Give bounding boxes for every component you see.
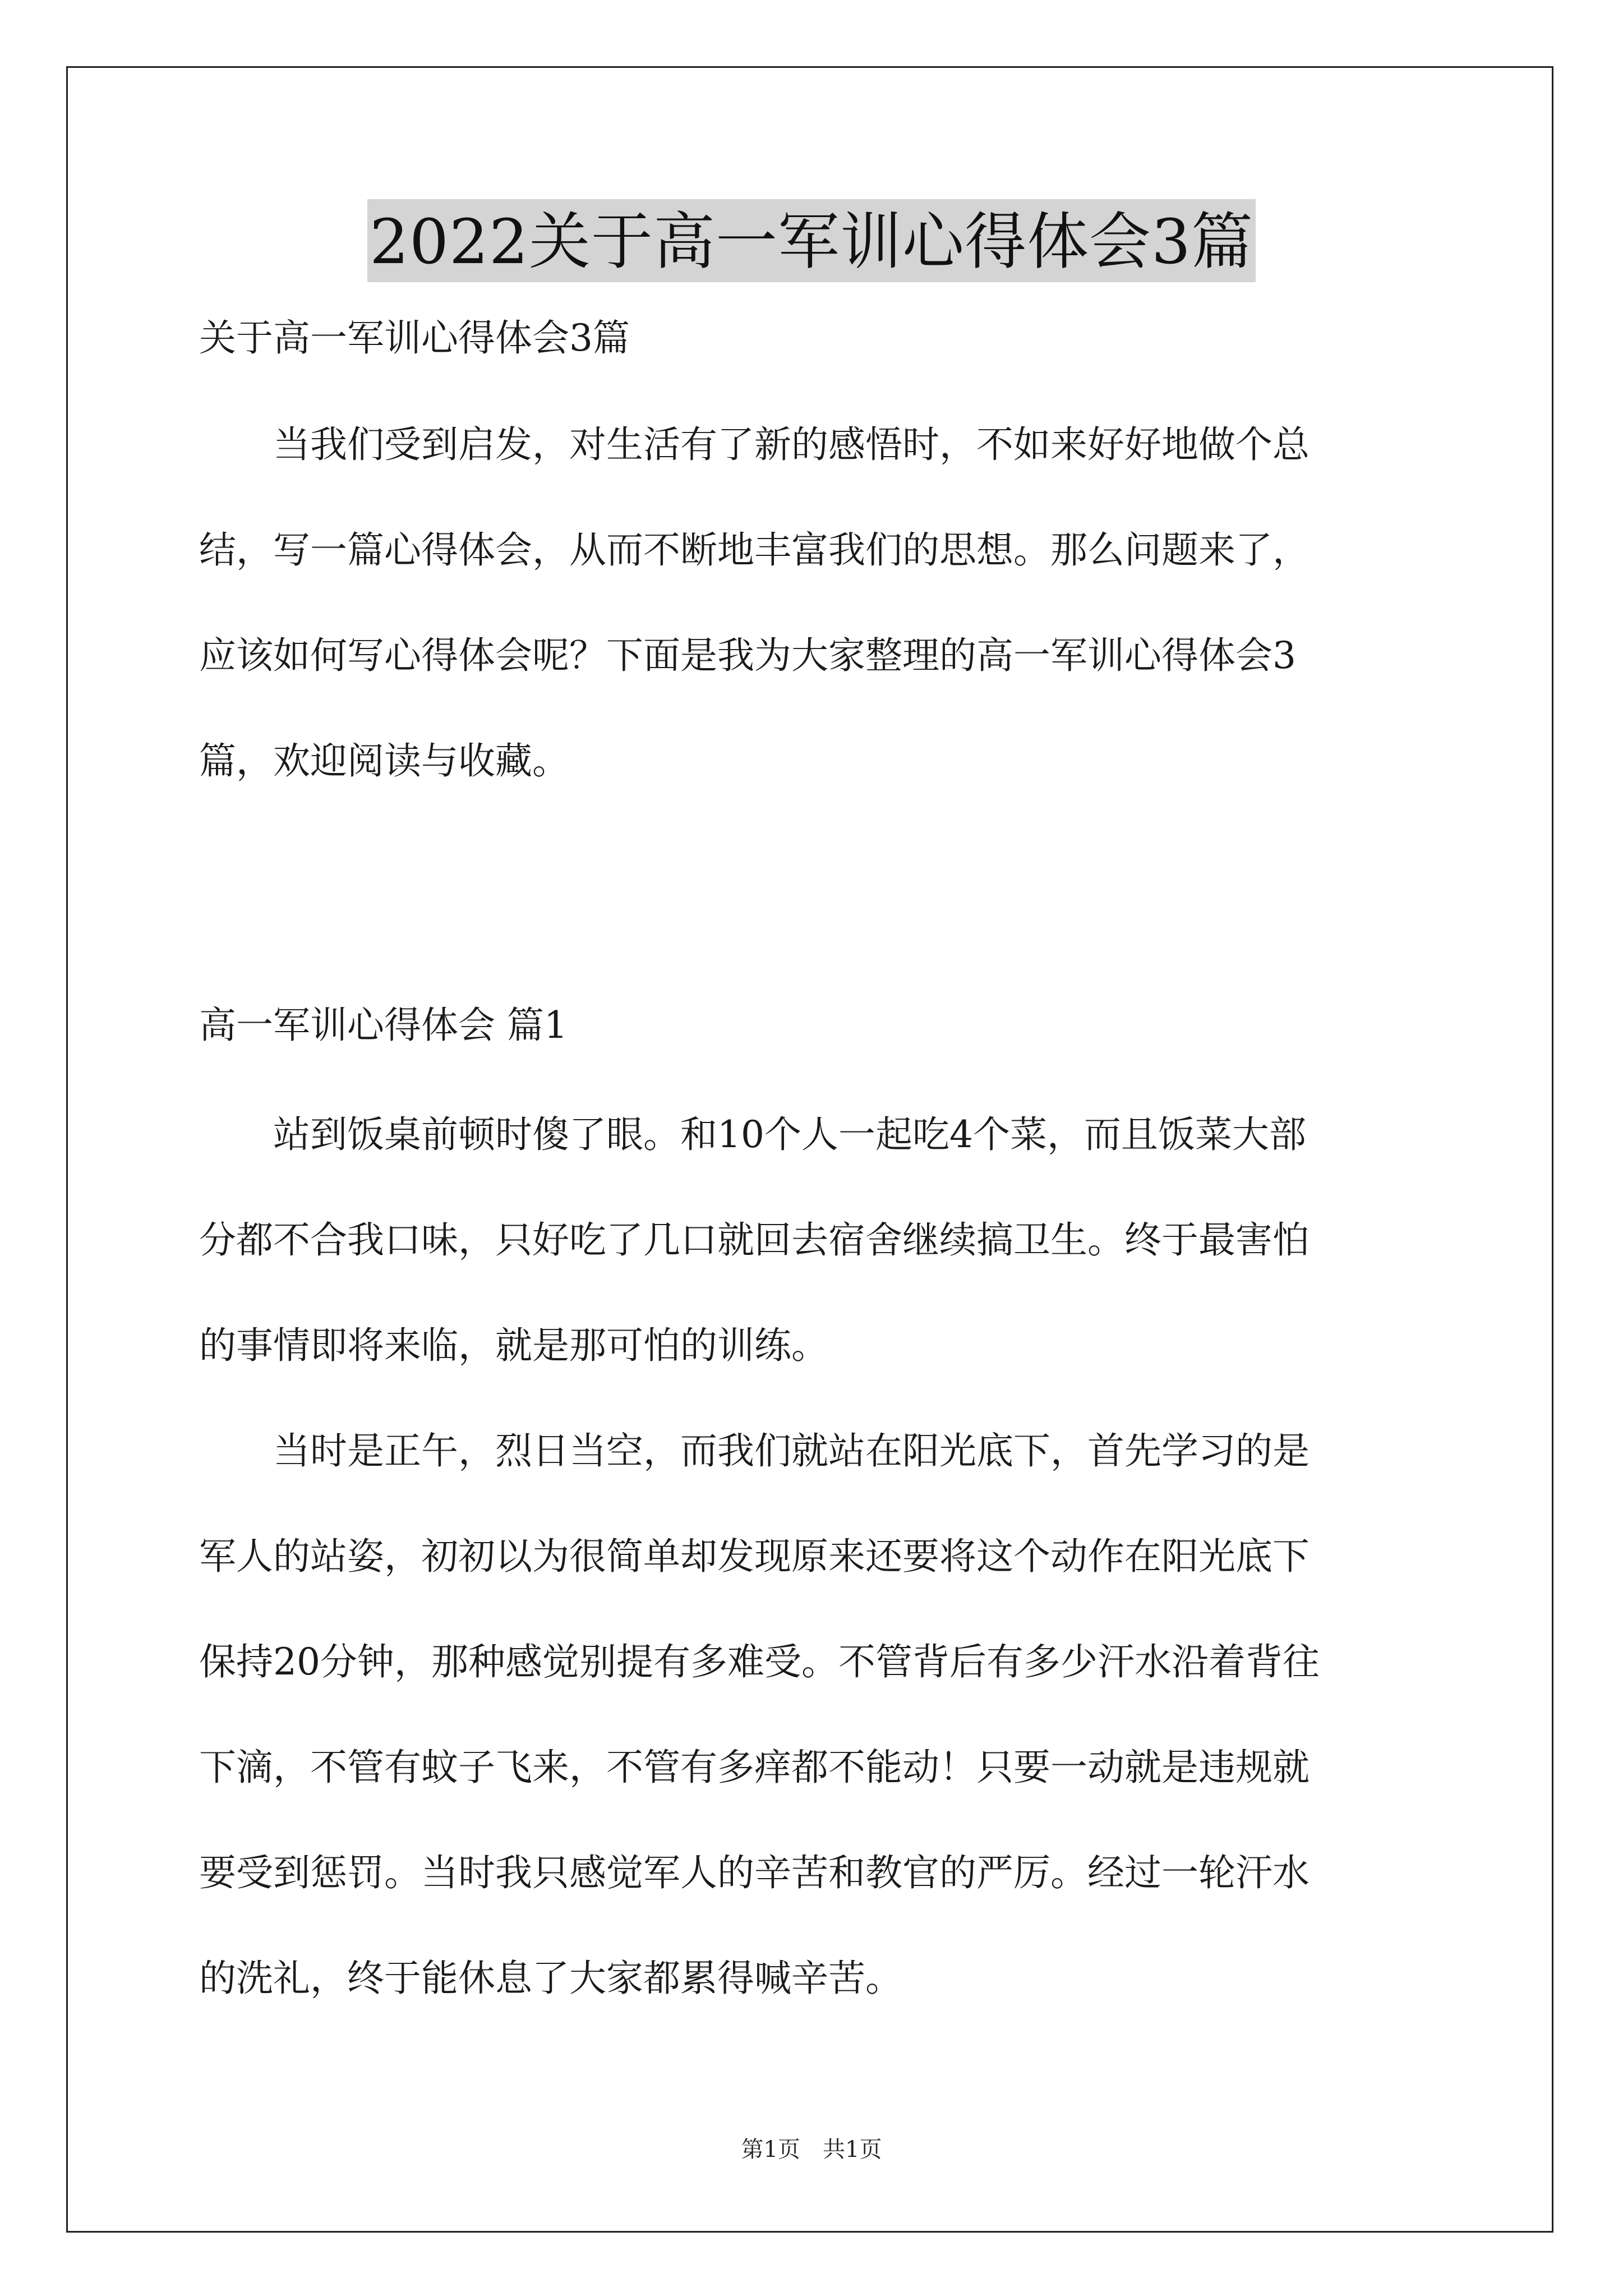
intro-line: 应该如何写心得体会呢？下面是我为大家整理的高一军训心得体会3: [199, 634, 1296, 677]
document-title-text: 2022关于高一军训心得体会3篇: [367, 199, 1256, 282]
paragraph-line: 要受到惩罚。当时我只感觉军人的辛苦和教官的严厉。经过一轮汗水: [199, 1851, 1310, 1894]
subtitle: 关于高一军训心得体会3篇: [199, 316, 630, 360]
intro-line: 结，写一篇心得体会，从而不断地丰富我们的思想。那么问题来了，: [199, 528, 1310, 572]
document-title: [0, 199, 1623, 282]
paragraph-line: 的事情即将来临，就是那可怕的训练。: [199, 1324, 828, 1367]
paragraph-line: 下滴，不管有蚊子飞来，不管有多痒都不能动！只要一动就是违规就: [199, 1746, 1310, 1789]
paragraph-line: 保持20分钟，那种感觉别提有多难受。不管背后有多少汗水沿着背往: [199, 1640, 1320, 1683]
section-heading: 高一军训心得体会 篇1: [199, 1004, 568, 1047]
paragraph-line: 站到饭桌前顿时傻了眼。和10个人一起吃4个菜，而且饭菜大部: [199, 1113, 1306, 1156]
page-footer: 第1页 共1页: [741, 2137, 882, 2162]
paragraph-line: 当时是正午，烈日当空，而我们就站在阳光底下，首先学习的是: [199, 1429, 1310, 1473]
intro-line: 当我们受到启发，对生活有了新的感悟时，不如来好好地做个总: [199, 423, 1310, 466]
intro-line: 篇，欢迎阅读与收藏。: [199, 739, 569, 783]
paragraph-line: 的洗礼，终于能休息了大家都累得喊辛苦。: [199, 1957, 902, 2000]
paragraph-line: 分都不合我口味，只好吃了几口就回去宿舍继续搞卫生。终于最害怕: [199, 1218, 1310, 1262]
paragraph-line: 军人的站姿，初初以为很简单却发现原来还要将这个动作在阳光底下: [199, 1535, 1310, 1578]
